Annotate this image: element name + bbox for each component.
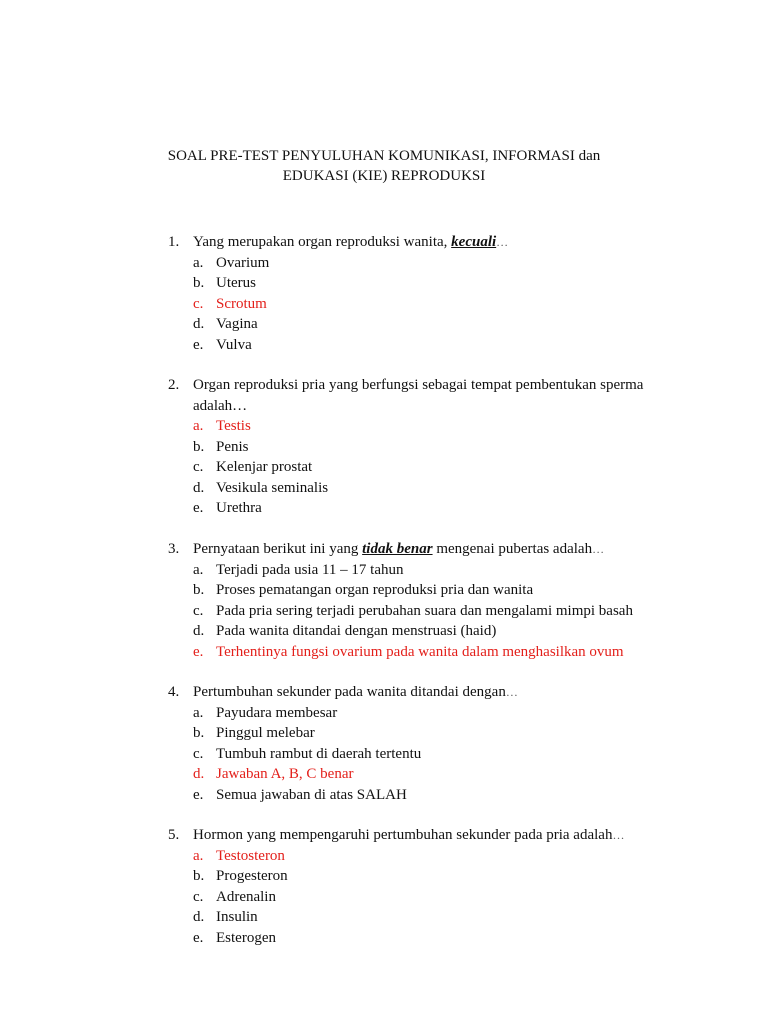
option-text: Tumbuh rambut di daerah tertentu [216, 745, 422, 762]
option-letter: c. [193, 295, 204, 312]
question-text [193, 682, 518, 703]
option-text: Progesteron [216, 868, 288, 884]
question-text [193, 825, 624, 846]
question-text-line-2: adalah… [193, 397, 248, 414]
option-text: Adrenalin [216, 888, 276, 905]
option-text: Insulin [216, 909, 258, 925]
question-text-before: Hormon yang mempengaruhi pertumbuhan sekunder pada pria adalah [193, 827, 613, 843]
option-letter: a. [193, 418, 204, 434]
option-letter: a. [193, 561, 204, 578]
question-text [193, 539, 604, 560]
question-text: Organ reproduksi pria yang berfungsi sebagai tempat pembentukan sperma [193, 377, 644, 393]
option-letter: d. [193, 479, 205, 496]
option-text: Pinggul melebar [216, 725, 315, 741]
option-letter: e. [193, 643, 204, 660]
option-text: Semua jawaban di atas SALAH [216, 786, 407, 803]
question-keyword: kecuali [451, 234, 497, 250]
option-text: Uterus [216, 275, 256, 291]
question-number: 4. [168, 684, 180, 700]
option-text: Kelenjar prostat [216, 459, 313, 475]
question-number: 2. [168, 377, 180, 393]
question-text [193, 232, 508, 253]
option-text: Esterogen [216, 929, 276, 946]
title-line-2: EDUKASI (KIE) REPRODUKSI [282, 168, 486, 184]
option-text: Jawaban A, B, C benar [216, 766, 354, 782]
question-ellipsis: … [505, 685, 518, 699]
option-letter: b. [193, 868, 205, 884]
question-number: 1. [168, 234, 180, 250]
option-letter: d. [193, 766, 205, 782]
option-text: Payudara membesar [216, 704, 338, 721]
option-letter: d. [193, 623, 205, 639]
option-letter: e. [193, 929, 204, 946]
option-text: Terjadi pada usia 11 – 17 tahun [216, 561, 404, 578]
option-letter: a. [193, 847, 204, 864]
option-letter: b. [193, 725, 205, 741]
option-letter: a. [193, 254, 204, 271]
option-text: Vesikula seminalis [216, 479, 329, 496]
question-text-before: Pertumbuhan sekunder pada wanita ditandai dengan [193, 684, 506, 700]
option-letter: a. [193, 704, 204, 721]
option-letter: c. [193, 459, 204, 475]
option-text: Vagina [216, 316, 258, 332]
option-letter: b. [193, 582, 205, 598]
option-text: Testosteron [216, 847, 285, 864]
question-number: 3. [168, 541, 180, 557]
question-text-after: mengenai pubertas adalah [432, 541, 593, 557]
option-text: Terhentinya fungsi ovarium pada wanita dalam menghasilkan ovum [216, 643, 624, 660]
title-line-1: SOAL PRE-TEST PENYULUHAN KOMUNIKASI, INFORMASI dan [167, 148, 601, 164]
question-text-before: Pernyataan berikut ini yang [193, 541, 363, 557]
option-letter: e. [193, 500, 204, 516]
question-keyword: tidak benar [362, 541, 433, 557]
option-letter: c. [193, 888, 204, 905]
option-letter: d. [193, 316, 205, 332]
option-text: Pada pria sering terjadi perubahan suara dan mengalami mimpi basah [216, 602, 633, 619]
option-letter: c. [193, 745, 204, 762]
option-text: Penis [216, 438, 249, 455]
option-letter: b. [193, 438, 205, 455]
question-text-before: Yang merupakan organ reproduksi wanita, [193, 234, 452, 250]
option-text: Ovarium [216, 254, 270, 271]
option-text: Scrotum [216, 295, 267, 312]
option-letter: e. [193, 336, 204, 353]
option-letter: c. [193, 602, 204, 619]
question-number: 5. [168, 827, 180, 843]
option-letter: e. [193, 786, 204, 803]
option-letter: b. [193, 275, 205, 291]
option-letter: d. [193, 909, 205, 925]
option-text: Urethra [216, 500, 262, 516]
option-text: Vulva [216, 336, 252, 353]
option-text: Pada wanita ditandai dengan menstruasi (haid) [216, 623, 497, 639]
question-ellipsis: … [612, 828, 625, 842]
question-ellipsis: … [496, 235, 509, 249]
option-text: Proses pematangan organ reproduksi pria dan wanita [216, 582, 534, 598]
option-text: Testis [216, 418, 251, 434]
question-ellipsis: … [592, 542, 605, 556]
